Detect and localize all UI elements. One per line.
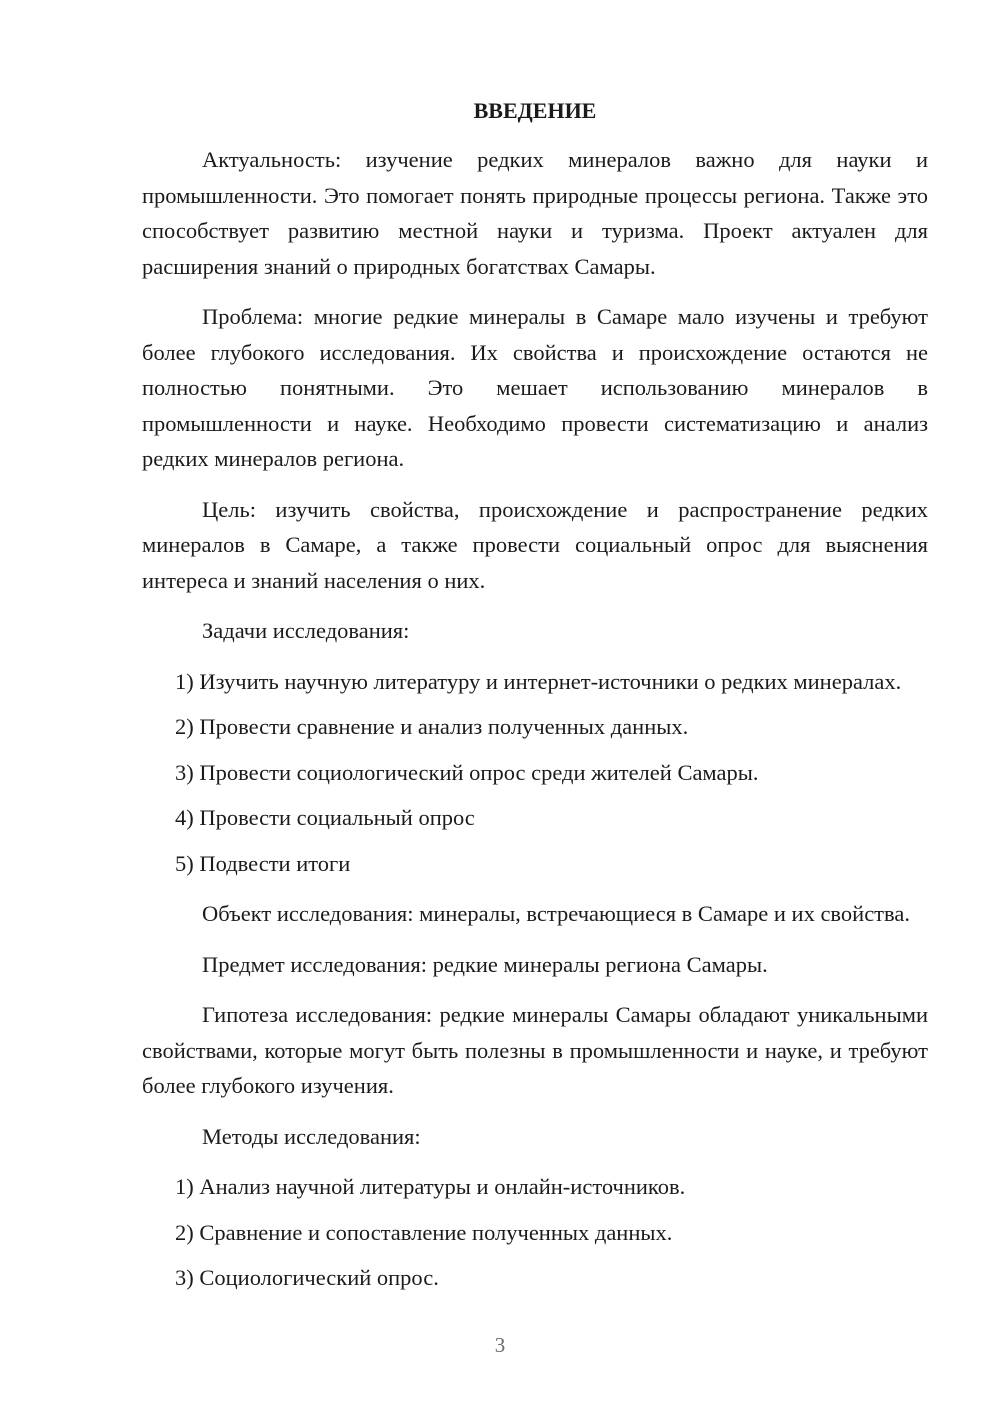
object-paragraph: Объект исследования: минералы, встречающиеся в Самаре и их свойства.: [202, 901, 910, 926]
problem-paragraph: Проблема: многие редкие минералы в Самаре мало изучены и требуют более глубокого исследования. Их свойства и происхождение остаются не полностью понятными. Это мешает использованию минералов в промышленности и науке. Необходимо провести систематизацию и анализ редких минералов региона.: [142, 304, 928, 471]
method-item: 3) Социологический опрос.: [175, 1265, 439, 1290]
task-item: 1) Изучить научную литературу и интернет-источники о редких минералах.: [175, 668, 902, 694]
methods-heading: Методы исследования:: [202, 1123, 421, 1149]
method-item: 1) Анализ научной литературы и онлайн-источников.: [175, 1174, 686, 1199]
page-number: 3: [494, 1333, 506, 1357]
task-item: 5) Подвести итоги: [175, 850, 351, 876]
subject-paragraph: Предмет исследования: редкие минералы региона Самары.: [202, 951, 768, 977]
task-item: 2) Провести сравнение и анализ полученных данных.: [175, 714, 689, 739]
task-item: 3) Провести социологический опрос среди жителей Самары.: [175, 759, 759, 785]
task-item: 4) Провести социальный опрос: [175, 805, 475, 830]
relevance-paragraph: Актуальность: изучение редких минералов важно для науки и промышленности. Это помогает понять природные процессы региона. Также это способствует развитию местной науки и туризма. Проект актуален для расширения знаний о природных богатствах Самары.: [142, 147, 928, 279]
goal-paragraph: Цель: изучить свойства, происхождение и распространение редких минералов в Самаре, а также провести социальный опрос для выяснения интереса и знаний населения о них.: [142, 496, 928, 593]
method-item: 2) Сравнение и сопоставление полученных данных.: [175, 1219, 673, 1245]
page-title: ВВЕДЕНИЕ: [473, 98, 597, 123]
hypothesis-paragraph: Гипотеза исследования: редкие минералы Самары обладают уникальными свойствами, которые могут быть полезны в промышленности и науке, и требуют более глубокого изучения.: [142, 1002, 928, 1098]
document-body: [142, 142, 928, 1306]
tasks-heading: Задачи исследования:: [202, 618, 410, 643]
